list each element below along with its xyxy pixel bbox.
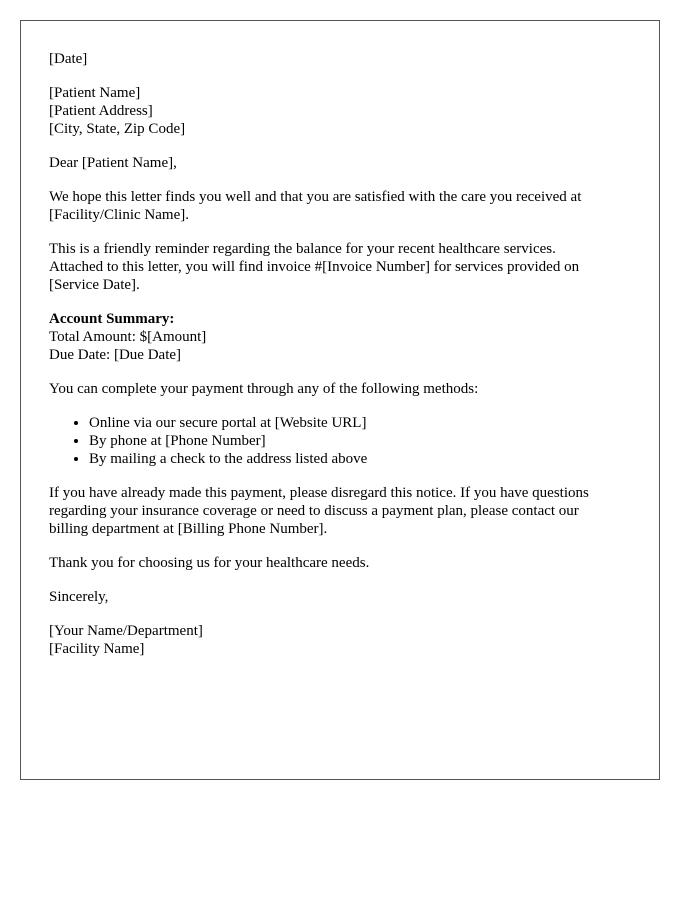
recipient-city-state-zip: [City, State, Zip Code] (49, 121, 186, 137)
total-amount: Total Amount: $[Amount] (49, 329, 207, 345)
reminder-line: Attached to this letter, you will find invoice #[Invoice Number] for services provided on (49, 259, 580, 275)
notice-line: If you have already made this payment, please disregard this notice. If you have questions (49, 485, 589, 501)
notice-line: regarding your insurance coverage or need to discuss a payment plan, please contact our (49, 503, 579, 519)
reminder-line: [Service Date]. (49, 277, 140, 293)
signature-name: [Your Name/Department] (49, 623, 203, 639)
intro-paragraph (49, 188, 631, 224)
salutation: Dear [Patient Name], (49, 155, 177, 171)
payment-method-mail: • By mailing a check to the address listed above (89, 450, 631, 468)
closing: Sincerely, (49, 589, 109, 605)
account-summary (49, 310, 631, 364)
date-text: [Date] (49, 51, 88, 67)
reminder-paragraph (49, 240, 631, 294)
account-summary-heading: Account Summary: (49, 311, 175, 327)
disregard-notice-paragraph (49, 484, 631, 538)
payment-method-phone: • By phone at [Phone Number] (89, 432, 631, 450)
payment-method-online: • Online via our secure portal at [Website URL] (89, 414, 631, 432)
payment-methods-list (49, 414, 631, 468)
intro-line: [Facility/Clinic Name]. (49, 207, 189, 223)
thank-you-line: Thank you for choosing us for your healthcare needs. (49, 555, 370, 571)
intro-line: We hope this letter finds you well and that you are satisfied with the care you received at (49, 189, 582, 205)
letter-page (20, 20, 660, 780)
reminder-line: This is a friendly reminder regarding the balance for your recent healthcare services. (49, 241, 556, 257)
letter-date (49, 50, 631, 68)
notice-line: billing department at [Billing Phone Number]. (49, 521, 328, 537)
recipient-name: [Patient Name] (49, 85, 141, 101)
signature-block (49, 622, 631, 658)
due-date: Due Date: [Due Date] (49, 347, 182, 363)
recipient-address: [Patient Address] (49, 103, 153, 119)
recipient-address-block (49, 84, 631, 138)
signature-facility: [Facility Name] (49, 641, 145, 657)
payment-intro: You can complete your payment through any of the following methods: (49, 381, 479, 397)
